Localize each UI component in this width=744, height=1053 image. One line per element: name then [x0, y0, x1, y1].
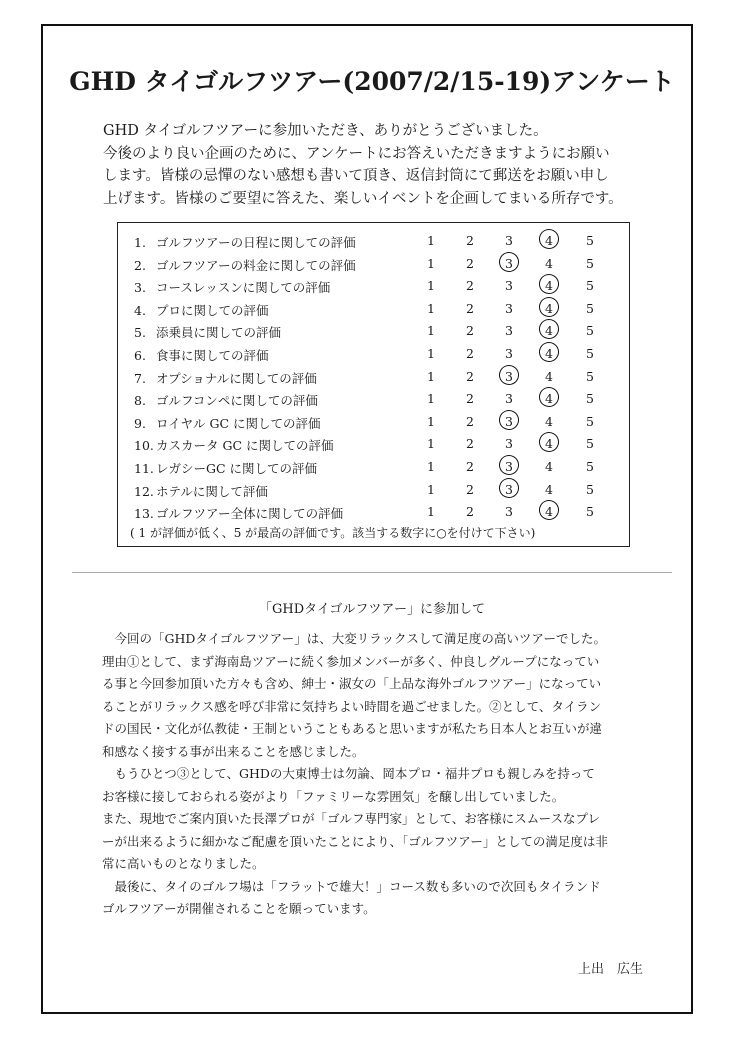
survey-question-row	[118, 367, 631, 389]
selected-rating-circle	[497, 453, 521, 477]
rating-option[interactable]: 1	[427, 368, 435, 384]
survey-question-row	[118, 254, 631, 276]
question-text: ゴルフコンペに関しての評価	[156, 393, 318, 409]
selected-rating-circle	[537, 272, 561, 296]
essay-title: 「GHDタイゴルフツアー」に参加して	[259, 602, 485, 617]
essay-line: 最後に、タイのゴルフ場は「フラットで雄大！」コース数も多いので次回もタイランド	[102, 878, 601, 894]
page-title: GHD タイゴルフツアー(2007/2/15-19)アンケート	[69, 67, 675, 96]
rating-option[interactable]: 5	[586, 368, 594, 384]
selected-rating-circle	[537, 385, 561, 409]
rating-option[interactable]: 4	[545, 346, 553, 361]
rating-option[interactable]: 3	[505, 481, 513, 497]
survey-question-row	[118, 502, 631, 524]
question-text: ロイヤル GC に関しての評価	[156, 415, 321, 431]
question-text: 添乗員に関しての評価	[156, 325, 282, 341]
rating-option[interactable]: 5	[586, 504, 594, 520]
rating-option[interactable]: 1	[427, 233, 435, 248]
rating-option[interactable]: 5	[586, 436, 594, 452]
survey-question-row	[118, 412, 631, 434]
rating-option[interactable]: 4	[545, 323, 553, 339]
intro-line: 今後のより良い企画のために、アンケートにお答えいただきますようにお願い	[103, 145, 610, 162]
rating-option[interactable]: 3	[505, 255, 513, 271]
rating-option[interactable]: 2	[466, 436, 474, 452]
selected-rating-circle	[537, 430, 561, 454]
essay-line: 理由①として、まず海南島ツアーに続く参加メンバーが多く、仲良しグループになってい	[102, 653, 600, 669]
rating-option[interactable]: 1	[427, 300, 435, 316]
rating-option[interactable]: 3	[505, 278, 513, 294]
question-number: 7.	[134, 370, 146, 386]
question-label	[134, 414, 321, 432]
rating-option[interactable]: 1	[427, 255, 435, 271]
rating-option[interactable]: 5	[586, 459, 594, 474]
rating-option[interactable]: 2	[466, 346, 474, 361]
essay-line: ーが出来るように細かなご配慮を頂いたことにより、「ゴルフツアー」としての満足度は非	[102, 833, 608, 849]
rating-option[interactable]: 5	[586, 278, 594, 294]
rating-option[interactable]: 4	[545, 255, 553, 271]
essay-body	[102, 628, 662, 921]
rating-option[interactable]: 3	[505, 436, 513, 452]
selected-rating-circle	[537, 498, 561, 522]
intro-line: 上げます。皆様のご要望に答えた、楽しいイベントを企画してまいる所存です。	[103, 190, 623, 207]
rating-option[interactable]: 2	[466, 504, 474, 520]
rating-option[interactable]: 4	[545, 459, 553, 474]
survey-question-row	[118, 457, 631, 479]
rating-option[interactable]: 2	[466, 391, 474, 407]
rating-option[interactable]: 3	[505, 346, 513, 361]
question-label	[134, 256, 356, 274]
question-label	[134, 233, 356, 251]
rating-option[interactable]: 5	[586, 346, 594, 361]
essay-author: 上出 広生	[578, 962, 644, 977]
essay-line: ドの国民・文化が仏教徒・王制ということもあると思いますが私たち日本人とお互いが違	[102, 721, 603, 736]
rating-option[interactable]: 4	[545, 413, 553, 429]
question-text: オプショナルに関しての評価	[156, 370, 317, 386]
rating-option[interactable]: 1	[427, 436, 435, 452]
selected-rating-circle	[497, 249, 521, 273]
question-number: 3.	[134, 280, 146, 296]
rating-option[interactable]: 1	[427, 459, 435, 474]
survey-question-row	[118, 480, 631, 502]
survey-box	[117, 222, 630, 547]
rating-option[interactable]: 1	[427, 413, 435, 429]
question-number: 2.	[134, 257, 146, 273]
selected-rating-circle	[537, 317, 561, 341]
rating-option[interactable]: 2	[466, 278, 474, 294]
question-number: 9.	[134, 415, 146, 431]
survey-question-row	[118, 231, 631, 253]
survey-question-row	[118, 344, 631, 366]
essay-line: ることがリラックス感を呼び非常に気持ちよい時間を過ごせました。②として、タイラン	[102, 698, 602, 714]
essay-line: 和感なく接する事が出来ることを感じました。	[102, 743, 365, 759]
rating-option[interactable]: 1	[427, 346, 435, 361]
question-number: 6.	[134, 348, 146, 363]
rating-option[interactable]: 3	[505, 323, 513, 339]
question-number: 13.	[134, 506, 154, 522]
essay-line: る事と今回参加頂いた方々も含め、紳士・淑女の「上品な海外ゴルフツアー」になってい	[102, 676, 602, 691]
rating-option[interactable]: 2	[466, 300, 474, 316]
question-label	[134, 346, 269, 364]
essay-line: もうひとつ③として、GHDの大東博士は勿論、岡本プロ・福井プロも親しみを持って	[102, 766, 595, 781]
survey-question-row	[118, 276, 631, 298]
question-number: 8.	[134, 393, 146, 409]
rating-option[interactable]: 4	[545, 300, 553, 316]
rating-option[interactable]: 4	[545, 504, 553, 520]
selected-rating-circle	[497, 408, 521, 432]
rating-option[interactable]: 5	[586, 300, 594, 316]
rating-option[interactable]: 2	[466, 368, 474, 384]
rating-option[interactable]: 1	[427, 504, 435, 520]
intro-line: します。皆様の忌憚のない感想も書いて頂き、返信封筒にて郵送をお願い申し	[103, 168, 609, 184]
rating-option[interactable]: 4	[545, 481, 553, 497]
question-label	[134, 278, 330, 296]
question-label	[134, 504, 343, 522]
question-label	[134, 301, 269, 319]
rating-option[interactable]: 1	[427, 278, 435, 294]
essay-line: お客様に接しておられる姿がより「ファミリーな雰囲気」を醸し出していました。	[102, 788, 565, 804]
selected-rating-circle	[537, 295, 561, 319]
question-text: ホテルに関して評価	[156, 483, 268, 499]
question-label	[134, 436, 334, 454]
question-text: プロに関しての評価	[156, 302, 269, 318]
rating-option[interactable]: 2	[466, 413, 474, 429]
question-number: 10.	[134, 438, 154, 454]
question-number: 11.	[134, 461, 154, 476]
rating-option[interactable]: 3	[505, 368, 513, 384]
rating-option[interactable]: 5	[586, 413, 594, 429]
question-text: レガシーGC に関しての評価	[156, 461, 318, 476]
question-label	[134, 482, 268, 500]
selected-rating-circle	[537, 340, 561, 364]
rating-option[interactable]: 4	[545, 436, 553, 452]
rating-option[interactable]: 2	[466, 323, 474, 339]
rating-option[interactable]: 3	[505, 459, 513, 474]
survey-question-row	[118, 434, 631, 456]
question-text: カスカータ GC に関しての評価	[156, 438, 334, 454]
rating-option[interactable]: 5	[586, 255, 594, 271]
rating-option[interactable]: 1	[427, 323, 435, 339]
question-label	[134, 391, 318, 409]
survey-question-row	[118, 389, 631, 411]
rating-option[interactable]: 5	[586, 233, 594, 248]
essay-line: また、現地でご案内頂いた長澤プロが「ゴルフ専門家」として、お客様にスムースなプレ	[102, 811, 601, 826]
survey-question-row	[118, 299, 631, 321]
question-label	[134, 369, 317, 387]
rating-option[interactable]: 4	[545, 368, 553, 384]
rating-option[interactable]: 1	[427, 481, 435, 497]
rating-option[interactable]: 5	[586, 481, 594, 497]
rating-option[interactable]: 1	[427, 391, 435, 407]
rating-option[interactable]: 2	[466, 255, 474, 271]
rating-option[interactable]: 3	[505, 504, 513, 520]
rating-option[interactable]: 4	[545, 278, 553, 294]
rating-option[interactable]: 5	[586, 391, 594, 407]
question-text: ゴルフツアーの料金に関しての評価	[156, 257, 356, 273]
selected-rating-circle	[497, 362, 521, 386]
essay-line: ゴルフツアーが開催されることを願っています。	[102, 901, 376, 916]
question-text: コースレッスンに関しての評価	[156, 280, 331, 296]
intro-line: GHD タイゴルフツアーに参加いただき、ありがとうございました。	[103, 123, 548, 139]
question-text: ゴルフツアー全体に関しての評価	[156, 506, 344, 522]
rating-option[interactable]: 3	[505, 300, 513, 316]
selected-rating-circle	[497, 475, 521, 499]
rating-option[interactable]: 2	[466, 233, 474, 248]
rating-option[interactable]: 3	[505, 233, 513, 248]
survey-footnote: ( 1 が評価が低く、5 が最高の評価です。該当する数字に○を付けて下さい)	[130, 526, 536, 540]
question-number: 12.	[134, 483, 154, 499]
essay-line: 常に高いものとなりました。	[102, 856, 265, 871]
question-number: 1.	[134, 235, 146, 250]
intro-paragraph	[103, 120, 683, 210]
rating-option[interactable]: 2	[466, 481, 474, 497]
rating-option[interactable]: 4	[545, 391, 553, 407]
essay-line: 今回の「GHDタイゴルフツアー」は、大変リラックスして満足度の高いツアーでした。	[102, 631, 607, 646]
question-number: 5.	[134, 325, 146, 341]
question-label	[134, 459, 317, 477]
question-text: 食事に関しての評価	[156, 348, 269, 363]
survey-question-row	[118, 321, 631, 343]
question-text: ゴルフツアーの日程に関しての評価	[156, 235, 356, 250]
rating-option[interactable]: 5	[586, 323, 594, 339]
rating-option[interactable]: 2	[466, 459, 474, 474]
rating-option[interactable]: 4	[545, 233, 553, 248]
selected-rating-circle	[537, 227, 561, 251]
rating-option[interactable]: 3	[505, 391, 513, 407]
question-number: 4.	[134, 302, 146, 318]
rating-option[interactable]: 3	[505, 413, 513, 429]
question-label	[134, 323, 281, 341]
